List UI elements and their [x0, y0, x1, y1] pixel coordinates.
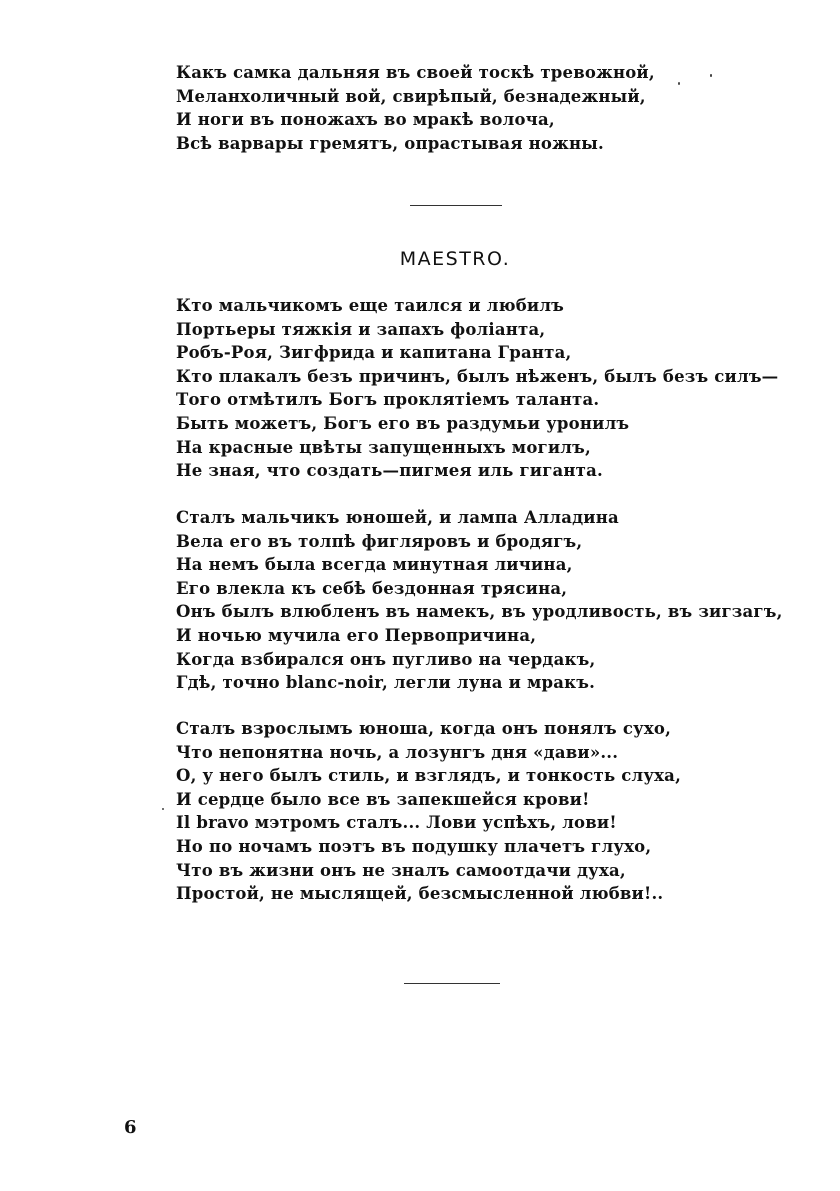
poem-line: Что непонятна ночь, а лозунгъ дня «дави»... [176, 742, 619, 762]
poem-line: Кто мальчикомъ еще таился и любилъ [176, 296, 565, 315]
poem-line: О, у него былъ стиль, и взглядъ, и тонкость слуха, [176, 766, 682, 786]
poem-line: Сталъ мальчикъ юношей, и лампа Алладина [176, 508, 619, 527]
poem-stanza-continued [176, 61, 655, 155]
poem-line: На красные цвѣты запущенныхъ могилъ, [176, 437, 591, 457]
poem-stanza [176, 294, 778, 483]
print-speck [678, 82, 680, 85]
poem-line: Его влекла къ себѣ бездонная трясина, [176, 578, 568, 598]
poem-line: Робъ-Роя, Зигфрида и капитана Гранта, [176, 343, 572, 363]
poem-line: Сталъ взрослымъ юноша, когда онъ понялъ сухо, [176, 719, 672, 738]
poem-line: Простой, не мыслящей, безсмысленной любви!.. [176, 884, 664, 904]
poem-line: И сердце было все въ запекшейся крови! [176, 789, 590, 809]
section-divider [404, 983, 500, 984]
poem-line: Не зная, что создать—пигмея иль гиганта. [176, 461, 603, 481]
poem-line: Кто плакалъ безъ причинъ, былъ нѣженъ, былъ безъ силъ— [176, 366, 779, 386]
poem-line: Меланхоличный вой, свирѣпый, безнадежный, [176, 86, 646, 106]
poem-title: MAESTRO. [399, 248, 511, 270]
poem-line: Онъ былъ влюбленъ въ намекъ, въ уродливость, въ зигзагъ, [176, 602, 783, 622]
poem-stanza [176, 506, 783, 695]
poem-line: Но по ночамъ поэтъ въ подушку плачетъ глухо, [176, 836, 652, 856]
poem-line: Какъ самка дальняя въ своей тоскѣ тревожной, [176, 63, 655, 82]
poem-line: На немъ была всегда минутная личина, [176, 555, 573, 575]
poem-line: Il bravo мэтромъ сталъ... Лови успѣхъ, лови! [176, 813, 617, 833]
poem-stanza [176, 717, 681, 906]
poem-line: Портьеры тяжкія и запахъ фоліанта, [176, 319, 546, 339]
poem-line: Когда взбирался онъ пугливо на чердакъ, [176, 649, 596, 669]
poem-line: Всѣ варвары гремятъ, опрастывая ножны. [176, 133, 604, 153]
print-speck [162, 808, 164, 810]
poem-line: Быть можетъ, Богъ его въ раздумьи уронилъ [176, 413, 630, 433]
poem-line: Что въ жизни онъ не зналъ самоотдачи духа, [176, 860, 626, 880]
poem-line: Гдѣ, точно blanc-noir, легли луна и мракъ. [176, 673, 596, 693]
section-divider [410, 205, 502, 206]
page-number: 6 [124, 1117, 137, 1138]
poem-line: Вела его въ толпѣ фигляровъ и бродягъ, [176, 531, 583, 551]
print-speck [710, 74, 712, 77]
poem-line: И ноги въ поножахъ во мракѣ волоча, [176, 110, 555, 130]
poem-line: Того отмѣтилъ Богъ проклятіемъ таланта. [176, 390, 600, 410]
poem-line: И ночью мучила его Первопричина, [176, 625, 537, 645]
